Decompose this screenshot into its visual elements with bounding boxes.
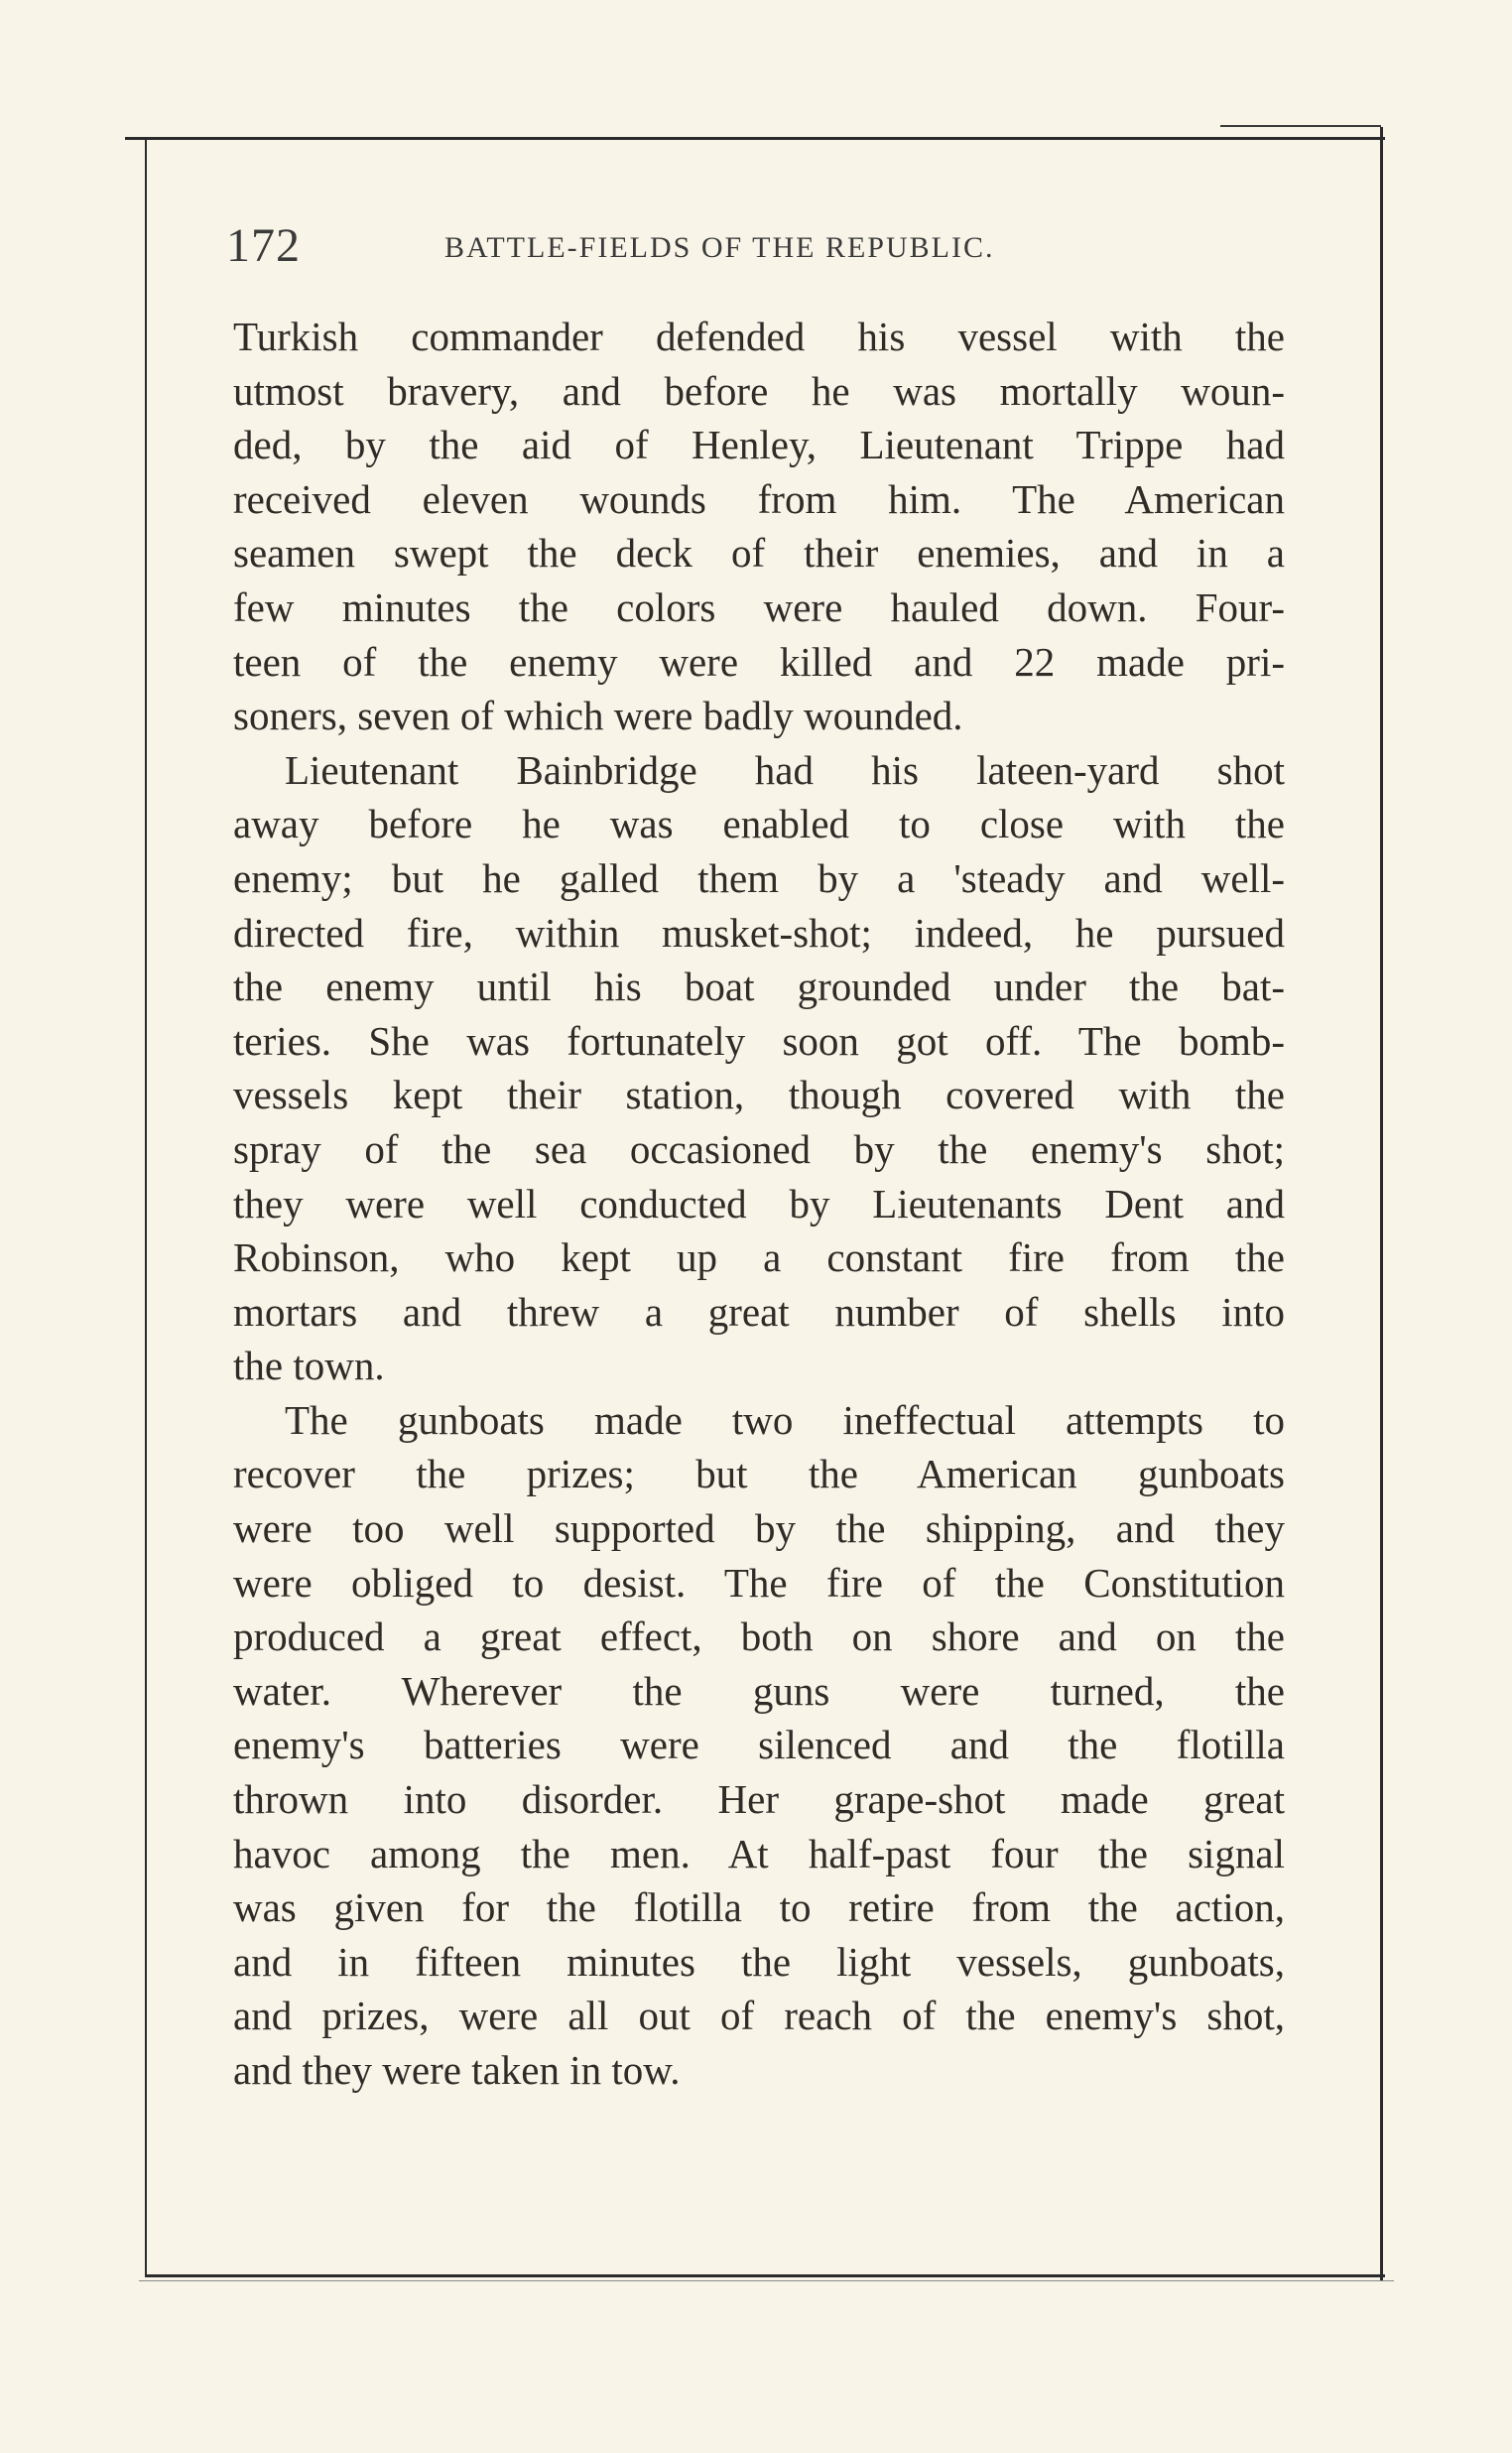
text-line: Robinson, who kept up a constant fire from the xyxy=(233,1234,1285,1281)
text-line: vessels kept their station, though covered with the xyxy=(233,1072,1285,1118)
frame-top-rule-extension xyxy=(1220,125,1381,127)
text-line: teries. She was fortunately soon got off. The bomb- xyxy=(233,1017,1285,1064)
text-line: and in fifteen minutes the light vessels, gunboats, xyxy=(233,1938,1285,1985)
text-line: enemy; but he galled them by a 'steady and well- xyxy=(233,854,1285,901)
text-line: mortars and threw a great number of shells into xyxy=(233,1288,1285,1335)
text-line: the enemy until his boat grounded under the bat- xyxy=(233,964,1285,1010)
text-line: directed fire, within musket-shot; indeed, he pursued xyxy=(233,909,1285,956)
text-line: the town. xyxy=(233,1343,385,1389)
text-line: few minutes the colors were hauled down. Four- xyxy=(233,583,1285,630)
text-line: enemy's batteries were silenced and the flotilla xyxy=(233,1722,1285,1768)
text-line: received eleven wounds from him. The American xyxy=(233,475,1285,522)
body-text xyxy=(233,310,1285,2098)
text-line: spray of the sea occasioned by the enemy's shot; xyxy=(233,1125,1285,1172)
text-line: water. Wherever the guns were turned, the xyxy=(233,1667,1285,1714)
text-line: havoc among the men. At half-past four the signal xyxy=(233,1830,1285,1876)
text-line: and they were taken in tow. xyxy=(233,2047,681,2093)
text-line: was given for the flotilla to retire from the action, xyxy=(233,1884,1285,1931)
frame-top-rule xyxy=(125,137,1385,140)
text-line: thrown into disorder. Her grape-shot made great xyxy=(233,1776,1285,1823)
text-line: produced a great effect, both on shore and on the xyxy=(233,1614,1285,1660)
text-line: ded, by the aid of Henley, Lieutenant Trippe had xyxy=(233,422,1285,468)
frame-bottom-rule-extension xyxy=(139,2280,1394,2281)
frame-bottom-rule xyxy=(145,2274,1385,2277)
paragraph-start-line: Lieutenant Bainbridge had his lateen-yard shot xyxy=(285,746,1285,793)
frame-left-rule xyxy=(145,139,147,2277)
text-line: were too well supported by the shipping, and they xyxy=(233,1505,1285,1552)
text-line: away before he was enabled to close with the xyxy=(233,801,1285,847)
text-line: were obliged to desist. The fire of the Constitution xyxy=(233,1559,1285,1606)
running-head xyxy=(226,216,1089,276)
paragraph-start-line: The gunboats made two ineffectual attempts to xyxy=(285,1396,1285,1443)
text-line: and prizes, were all out of reach of the enemy's shot, xyxy=(233,1993,1285,2039)
page-number: 172 xyxy=(226,219,301,272)
frame-right-rule xyxy=(1380,127,1383,2280)
text-line: they were well conducted by Lieutenants Dent and xyxy=(233,1180,1285,1226)
running-title: BATTLE-FIELDS OF THE REPUBLIC. xyxy=(444,231,995,264)
text-line: soners, seven of which were badly wounded. xyxy=(233,693,963,739)
text-line: Turkish commander defended his vessel with the xyxy=(233,314,1285,359)
text-line: recover the prizes; but the American gunboats xyxy=(233,1451,1285,1497)
text-line: seamen swept the deck of their enemies, and in a xyxy=(233,530,1285,577)
text-line: utmost bravery, and before he was mortally woun- xyxy=(233,367,1285,414)
text-line: teen of the enemy were killed and 22 made pri- xyxy=(233,638,1285,685)
